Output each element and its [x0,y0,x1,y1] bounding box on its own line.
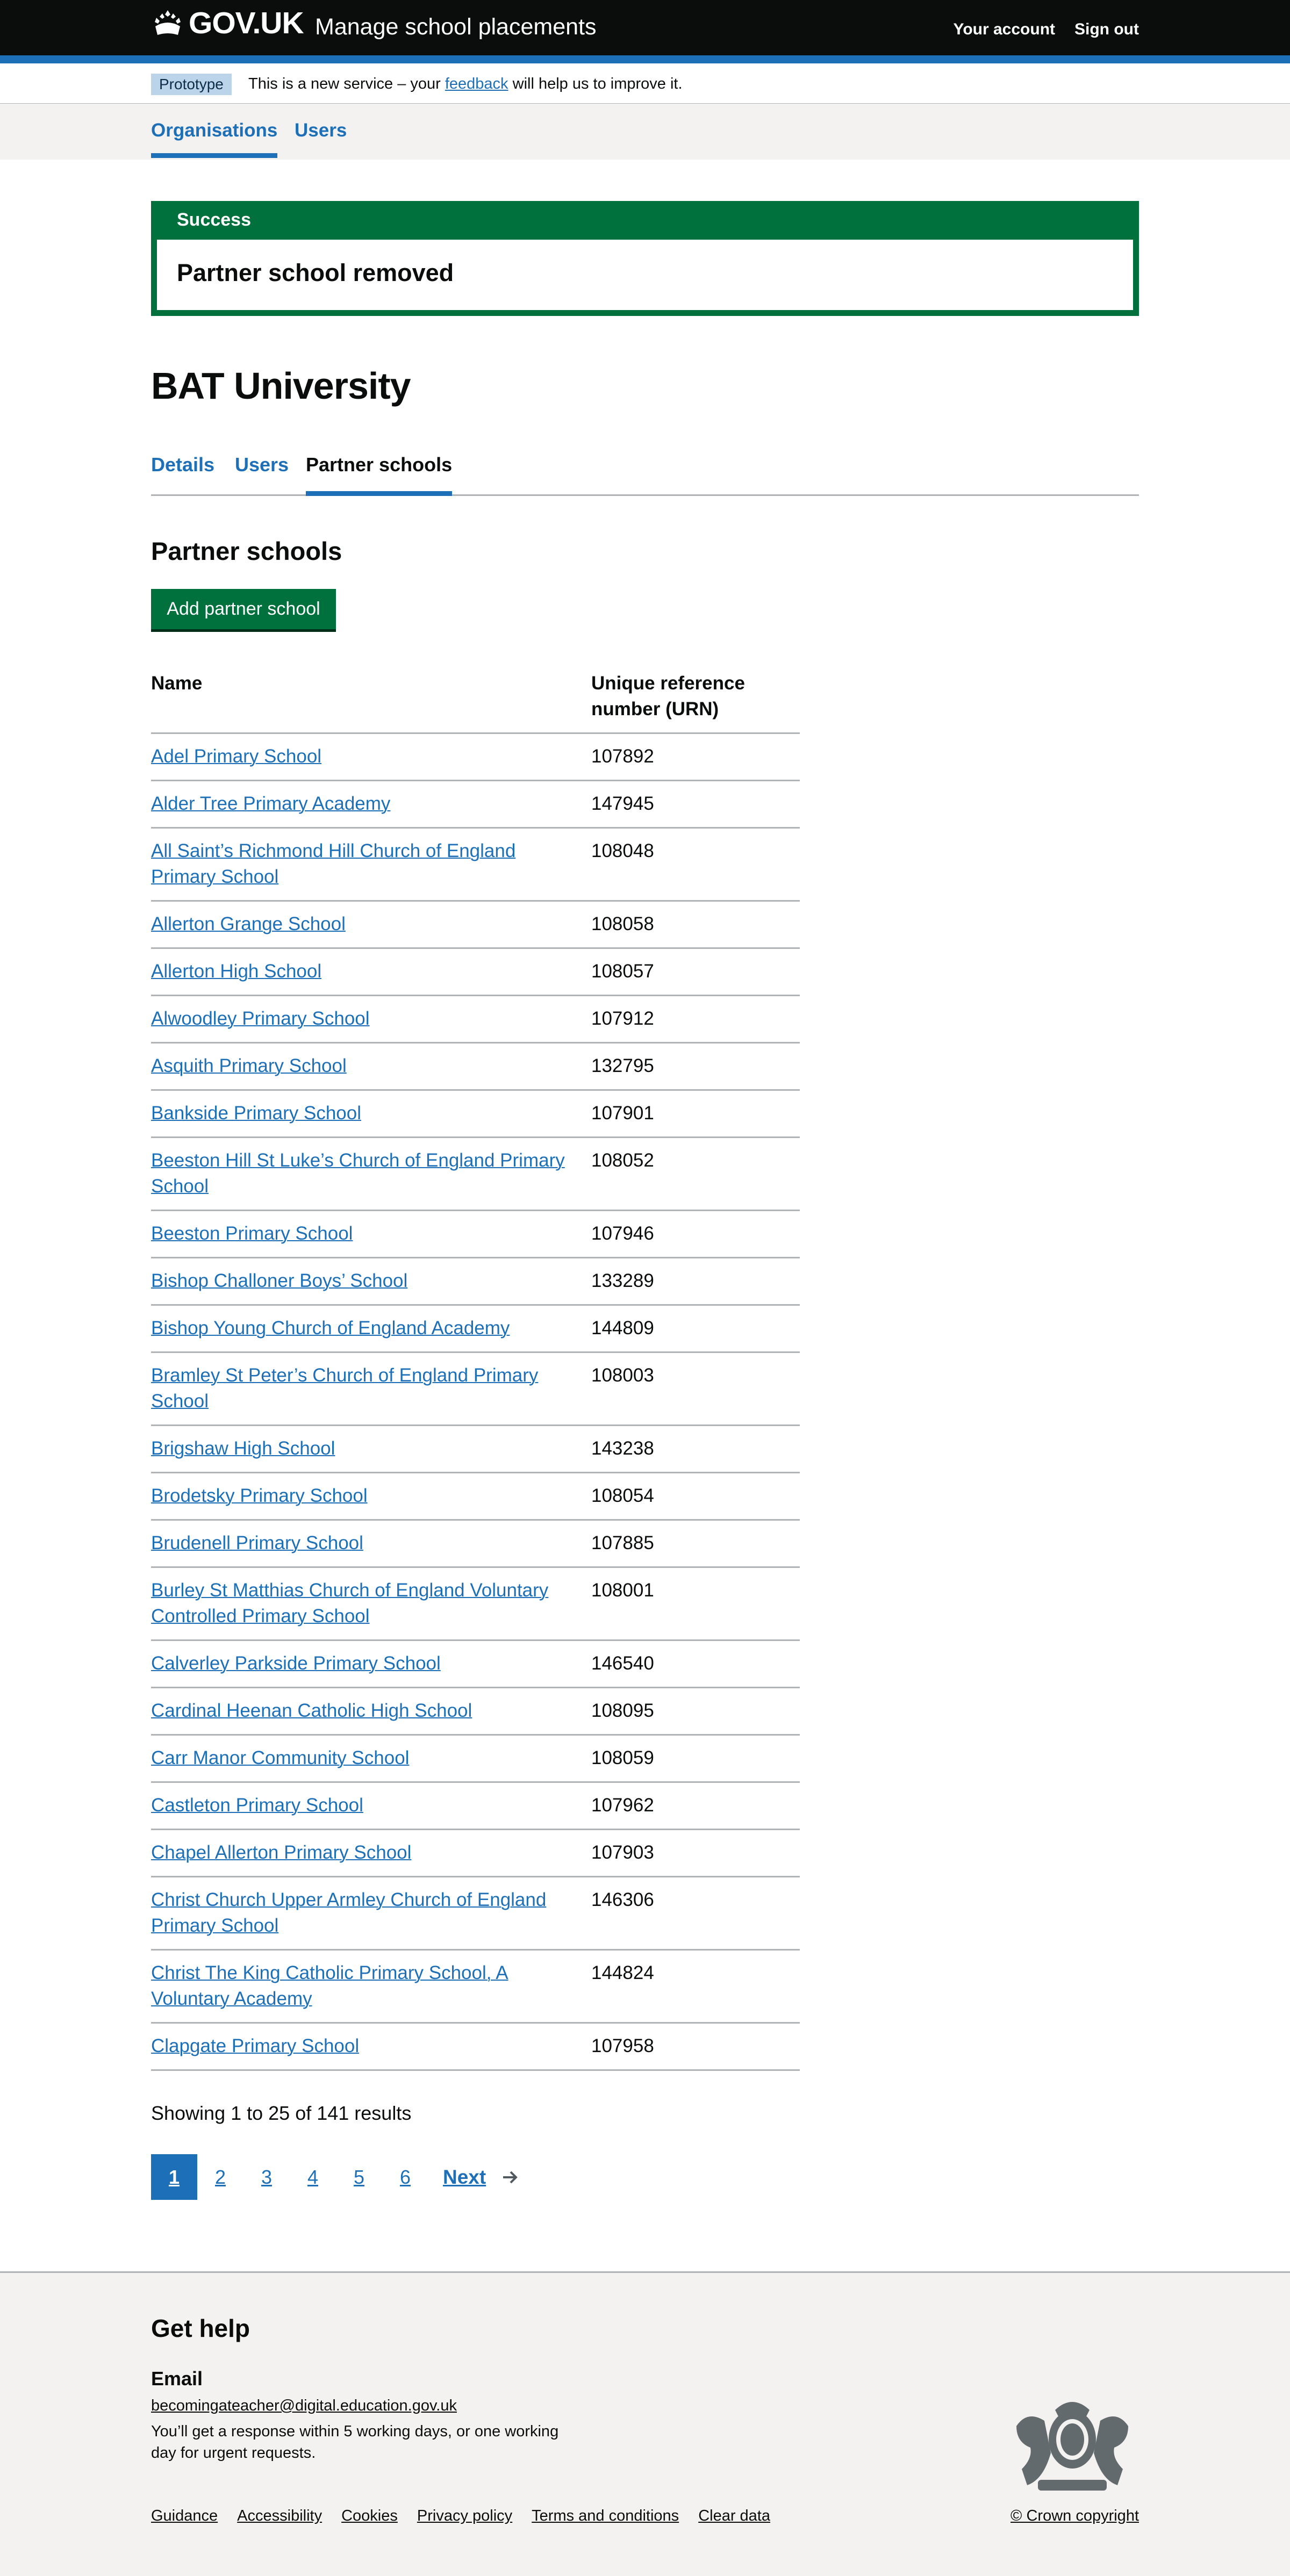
school-urn: 132795 [591,1055,654,1076]
table-row [151,1353,800,1426]
table-row [151,1568,800,1641]
tab-details[interactable]: Details [151,454,215,476]
tab-users[interactable]: Users [235,454,289,476]
table-row [151,1688,800,1736]
school-urn: 107946 [591,1223,654,1244]
school-urn: 108052 [591,1150,654,1171]
table-row [151,829,800,902]
school-name-link[interactable]: Allerton Grange School [151,913,346,934]
school-name-link[interactable]: Brigshaw High School [151,1438,335,1459]
table-row [151,1641,800,1688]
school-name-link[interactable]: All Saint’s Richmond Hill Church of England Primary School [151,840,516,887]
page-4-link[interactable]: 4 [307,2166,319,2188]
school-name-link[interactable]: Bramley St Peter’s Church of England Primary School [151,1365,539,1412]
footer-link-guidance[interactable]: Guidance [151,2507,218,2524]
site-footer [0,2271,1290,2576]
table-row [151,1211,800,1258]
table-row [151,1736,800,1783]
page-5-link[interactable]: 5 [353,2166,365,2188]
school-urn: 107892 [591,746,654,767]
success-notification [151,201,1139,316]
footer-response-note: You’ll get a response within 5 working days, or one working day for urgent requests. [151,2423,559,2462]
site-header [0,0,1290,55]
notification-title: Success [177,210,251,230]
table-row [151,996,800,1044]
nav-users[interactable]: Users [295,120,347,141]
school-urn: 107885 [591,1532,654,1553]
table-row [151,1044,800,1091]
table-row [151,1951,800,2024]
table-row [151,1830,800,1877]
school-name-link[interactable]: Christ The King Catholic Primary School, A Voluntary Academy [151,1962,508,2009]
add-partner-school-button[interactable]: Add partner school [151,589,336,629]
phase-text-after: will help us to improve it. [508,75,683,92]
school-name-link[interactable]: Alwoodley Primary School [151,1008,370,1029]
table-row [151,2024,800,2071]
school-name-link[interactable]: Bankside Primary School [151,1103,361,1124]
phase-text-before: This is a new service – your [248,75,445,92]
school-name-link[interactable]: Bishop Challoner Boys’ School [151,1270,408,1291]
section-heading: Partner schools [151,537,342,565]
school-urn: 143238 [591,1438,654,1459]
school-urn: 107903 [591,1842,654,1863]
page-1-link[interactable]: 1 [151,2154,197,2200]
column-header-urn: Unique reference number (URN) [591,673,745,719]
next-page-link[interactable]: Next [443,2166,486,2188]
partner-schools-table [151,667,800,2071]
table-row [151,1306,800,1353]
footer-links [151,2507,770,2525]
table-row [151,1521,800,1568]
table-row [151,1783,800,1830]
school-name-link[interactable]: Clapgate Primary School [151,2035,360,2056]
page-title: BAT University [151,365,411,407]
school-name-link[interactable]: Brudenell Primary School [151,1532,363,1553]
school-urn: 146540 [591,1653,654,1674]
footer-link-clear-data[interactable]: Clear data [698,2507,770,2524]
school-name-link[interactable]: Allerton High School [151,961,322,982]
crown-copyright-link[interactable]: © Crown copyright [1010,2507,1139,2524]
page-3-link[interactable]: 3 [261,2166,273,2188]
tab-partner-schools[interactable]: Partner schools [306,454,452,496]
school-urn: 108054 [591,1485,654,1506]
phase-text [248,75,683,93]
primary-nav [0,104,1290,160]
table-row [151,1426,800,1473]
school-name-link[interactable]: Brodetsky Primary School [151,1485,368,1506]
footer-link-cookies[interactable]: Cookies [341,2507,398,2524]
prototype-tag: Prototype [151,74,232,95]
table-row [151,781,800,829]
header-blue-bar [0,55,1290,63]
service-name[interactable]: Manage school placements [315,14,597,40]
school-name-link[interactable]: Chapel Allerton Primary School [151,1842,412,1863]
school-urn: 133289 [591,1270,654,1291]
school-urn: 147945 [591,793,654,814]
school-name-link[interactable]: Adel Primary School [151,746,322,767]
school-urn: 144809 [591,1318,654,1339]
school-name-link[interactable]: Bishop Young Church of England Academy [151,1318,510,1339]
footer-email-label: Email [151,2368,203,2390]
school-urn: 146306 [591,1889,654,1910]
table-row [151,1877,800,1951]
table-row [151,1138,800,1211]
table-body [151,734,800,2071]
table-row [151,949,800,996]
school-name-link[interactable]: Asquith Primary School [151,1055,347,1076]
footer-link-accessibility[interactable]: Accessibility [237,2507,322,2524]
school-urn: 108057 [591,961,654,982]
school-urn: 108058 [591,913,654,934]
school-name-link[interactable]: Cardinal Heenan Catholic High School [151,1700,472,1721]
school-urn: 108059 [591,1747,654,1768]
table-row [151,902,800,949]
school-name-link[interactable]: Calverley Parkside Primary School [151,1653,441,1674]
school-urn: 108095 [591,1700,654,1721]
page-6-link[interactable]: 6 [399,2166,411,2188]
sign-out-link[interactable]: Sign out [1074,20,1139,38]
phase-banner [0,63,1290,104]
school-name-link[interactable]: Christ Church Upper Armley Church of England Primary School [151,1889,547,1936]
results-count: Showing 1 to 25 of 141 results [151,2102,412,2124]
school-name-link[interactable]: Beeston Primary School [151,1223,353,1244]
secondary-nav [151,454,1139,496]
royal-coat-of-arms-icon [1006,2388,1139,2497]
govuk-logo[interactable] [151,5,304,41]
school-name-link[interactable]: Alder Tree Primary Academy [151,793,391,814]
school-name-link[interactable]: Castleton Primary School [151,1795,363,1816]
school-name-link[interactable]: Carr Manor Community School [151,1747,410,1768]
footer-link-terms[interactable]: Terms and conditions [532,2507,679,2524]
school-urn: 108048 [591,840,654,861]
footer-heading: Get help [151,2314,250,2342]
crown-icon [151,8,184,38]
school-urn: 107958 [591,2035,654,2056]
school-name-link[interactable]: Burley St Matthias Church of England Voluntary Controlled Primary School [151,1580,549,1627]
notification-body [157,240,1133,310]
table-row [151,734,800,781]
column-header-name: Name [151,673,203,694]
logo-text: GOV.UK [189,6,304,40]
nav-organisations[interactable]: Organisations [151,120,277,158]
school-urn: 144824 [591,1962,654,1983]
school-urn: 108001 [591,1580,654,1601]
notification-heading: Partner school removed [177,259,454,286]
header-nav [954,20,1139,39]
table-row [151,1258,800,1306]
table-row [151,1473,800,1521]
feedback-link[interactable]: feedback [445,75,508,92]
school-urn: 107962 [591,1795,654,1816]
footer-link-privacy-policy[interactable]: Privacy policy [417,2507,513,2524]
page-2-link[interactable]: 2 [214,2166,226,2188]
arrow-right-icon[interactable] [501,2169,519,2185]
footer-email-link[interactable]: becomingateacher@digital.education.gov.uk [151,2397,457,2414]
school-urn: 107901 [591,1103,654,1124]
school-urn: 108003 [591,1365,654,1386]
pagination [151,2154,635,2200]
school-urn: 107912 [591,1008,654,1029]
table-header [151,667,800,734]
table-row [151,1091,800,1138]
your-account-link[interactable]: Your account [953,20,1056,38]
school-name-link[interactable]: Beeston Hill St Luke’s Church of England Primary School [151,1150,565,1197]
